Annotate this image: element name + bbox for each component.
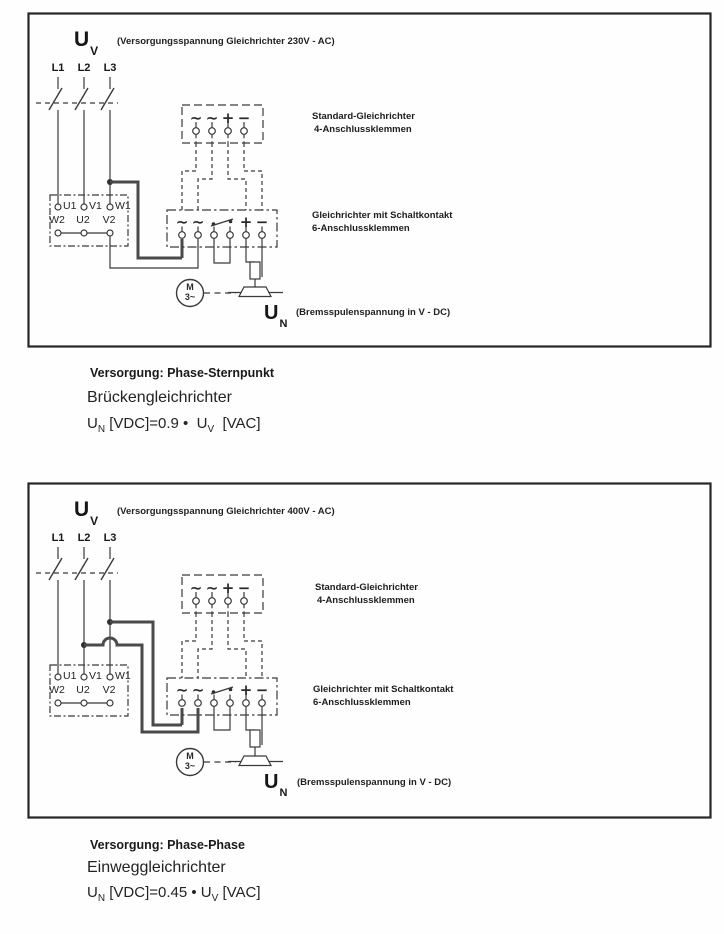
diagram-1-linework: [29, 14, 711, 347]
terminal-label-u1: U1: [63, 200, 77, 212]
terminal-label-w1: W1: [115, 670, 131, 682]
terminal-label-v1: V1: [89, 200, 102, 212]
terminal-label-v2: V2: [102, 684, 116, 696]
rect4-label-line1: Standard-Gleichrichter: [315, 582, 418, 593]
brake-symbol: [239, 287, 271, 297]
motor-letter: M: [186, 282, 194, 292]
rect4-label-line1: Standard-Gleichrichter: [312, 111, 415, 122]
diagram-1-frame: [29, 14, 711, 347]
phase-label-l2: L2: [77, 62, 91, 74]
supply-voltage-symbol: $U_V$: [74, 28, 99, 58]
rect6-symbol-plus: +: [239, 213, 253, 231]
rect6-label-line2: 6-Anschlussklemmen: [312, 223, 410, 234]
rect4-symbol-minus: −: [237, 579, 251, 597]
brake-coil-symbol: [250, 730, 260, 747]
breaker-symbol: [36, 547, 118, 580]
voltage-formula: $U_N$ [VDC]=0.9 • $U_V$ [VAC]: [87, 415, 261, 435]
brake-voltage-caption: (Bremsspulenspannung in V - DC): [296, 307, 451, 318]
rect6-symbol-ac1: ∼: [175, 681, 189, 699]
phase-label-l1: L1: [51, 62, 65, 74]
terminal-label-u2: U2: [76, 684, 90, 696]
rect4-symbol-ac1: ∼: [189, 579, 203, 597]
brake-symbol: [239, 756, 271, 766]
rect6-label-line1: Gleichrichter mit Schaltkontakt: [313, 684, 454, 695]
rect6-symbol-minus: −: [255, 681, 269, 699]
rect4-symbol-plus: +: [221, 109, 235, 127]
phase-label-l2: L2: [77, 532, 91, 544]
rect6-symbol-ac2: ∼: [191, 681, 205, 699]
alternative-wiring-dashes: [182, 613, 262, 678]
terminal-label-v2: V2: [102, 214, 116, 226]
diagram-2-linework: [29, 484, 711, 818]
terminal-label-w2: W2: [49, 214, 65, 226]
rect4-label-line2: 4-Anschlussklemmen: [317, 595, 415, 606]
diagram-2-frame: [29, 484, 711, 818]
supply-voltage-symbol: $U_V$: [74, 498, 99, 528]
terminal-label-w2: W2: [49, 684, 65, 696]
contact-jumper: [214, 706, 230, 730]
plus-wire: [246, 706, 255, 730]
rect6-label-line2: 6-Anschlussklemmen: [313, 697, 411, 708]
voltage-formula: $U_N$ [VDC]=0.45 • $U_V$ [VAC]: [87, 884, 261, 904]
phase-label-l3: L3: [103, 532, 117, 544]
rect4-symbol-plus: +: [221, 579, 235, 597]
terminal-label-v1: V1: [89, 670, 102, 682]
rectifier-type-text: Brückengleichrichter: [87, 389, 232, 406]
rect6-symbol-minus: −: [255, 213, 269, 231]
brake-voltage-caption: (Bremsspulenspannung in V - DC): [297, 777, 452, 788]
brake-coil-symbol: [250, 262, 260, 279]
supply-type-text: Versorgung: Phase-Sternpunkt: [90, 366, 275, 380]
terminal-label-w1: W1: [115, 200, 131, 212]
supply-voltage-caption: (Versorgungsspannung Gleichrichter 400V - AC): [117, 506, 335, 517]
breaker-symbol: [36, 77, 118, 110]
phase-label-l1: L1: [51, 532, 65, 544]
rect4-label-line2: 4-Anschlussklemmen: [314, 124, 412, 135]
brake-voltage-symbol: $U_N$: [264, 771, 288, 799]
alternative-wiring-dashes: [182, 143, 262, 210]
rect4-symbol-minus: −: [237, 109, 251, 127]
rectifier-type-text: Einweggleichrichter: [87, 859, 226, 876]
plus-wire: [246, 238, 255, 262]
rect4-symbol-ac2: ∼: [205, 579, 219, 597]
rect6-symbol-ac1: ∼: [175, 213, 189, 231]
supply-type-text: Versorgung: Phase-Phase: [90, 838, 245, 852]
motor-phases: 3~: [184, 761, 196, 771]
brake-voltage-symbol: $U_N$: [264, 302, 288, 330]
rect6-symbol-plus: +: [239, 681, 253, 699]
rect6-label-line1: Gleichrichter mit Schaltkontakt: [312, 210, 453, 221]
terminal-label-u2: U2: [76, 214, 90, 226]
motor-phases: 3~: [184, 292, 196, 302]
rect6-symbol-ac2: ∼: [191, 213, 205, 231]
starpoint-wire: [110, 237, 198, 269]
motor-letter: M: [186, 751, 194, 761]
rect4-symbol-ac1: ∼: [189, 109, 203, 127]
contact-jumper: [214, 238, 230, 263]
rect4-symbol-ac2: ∼: [205, 109, 219, 127]
terminal-label-u1: U1: [63, 670, 77, 682]
supply-voltage-caption: (Versorgungsspannung Gleichrichter 230V - AC): [117, 36, 335, 47]
phase-label-l3: L3: [103, 62, 117, 74]
